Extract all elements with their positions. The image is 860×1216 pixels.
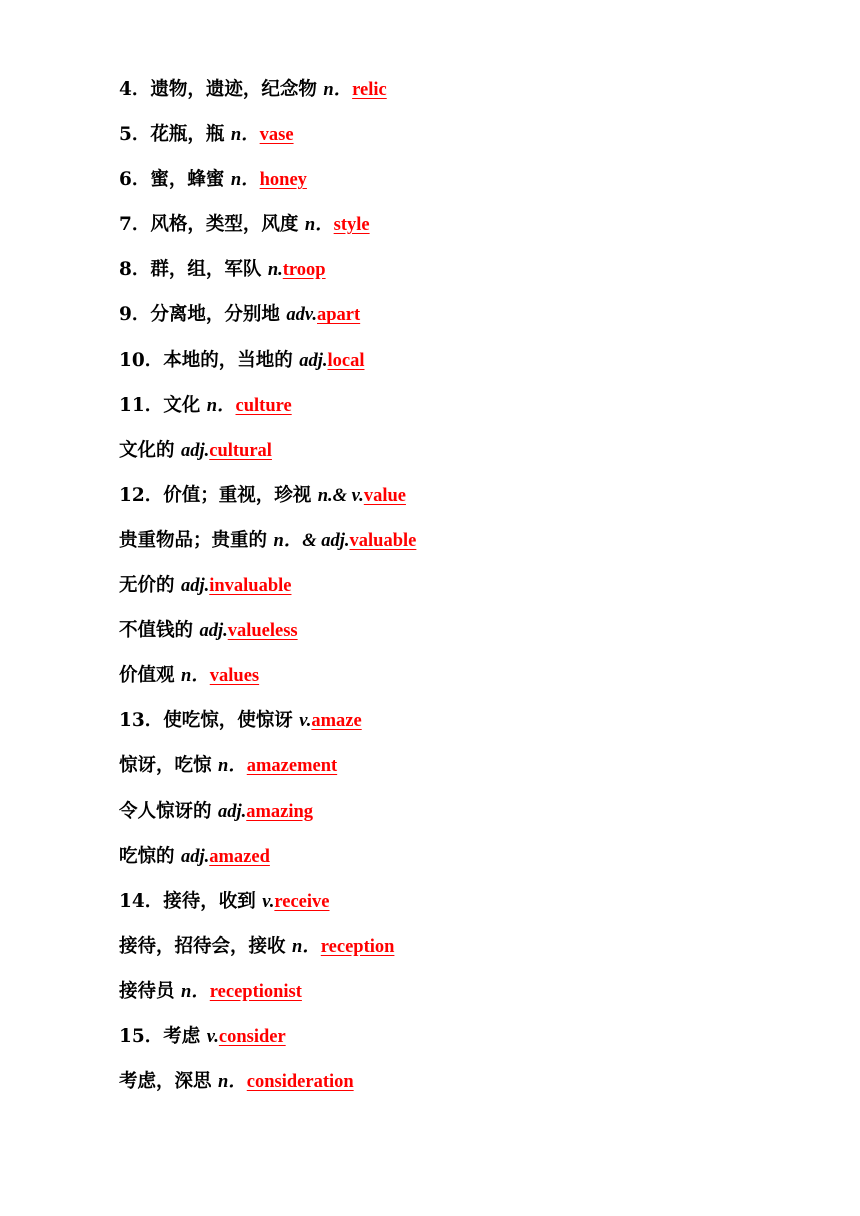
part-of-speech: n． [217,756,247,777]
entry-meaning: 风格，类型，风度 [150,214,299,236]
answer-word: troop [282,260,326,281]
entry-meaning: 惊讶，吃惊 [119,755,212,777]
part-of-speech: n． [217,1072,247,1093]
entry-meaning: 价值观 [119,665,175,687]
part-of-speech: adj. [180,576,210,597]
part-of-speech: adj. [199,621,228,642]
part-of-speech: n. [267,260,283,281]
entry-number: 9． [119,304,151,326]
answer-word: value [363,485,406,506]
answer-word: consideration [246,1072,354,1093]
part-of-speech: n．& adj. [273,530,350,551]
entry-number: 13． [119,710,164,732]
part-of-speech: adv. [286,305,317,326]
entry-number: 10． [119,349,164,371]
entry-meaning: 不值钱的 [119,620,194,642]
entry-meaning: 文化的 [119,439,175,461]
entry-row [119,118,819,163]
entry-row [119,208,819,253]
entry-meaning: 接待，招待会，接收 [119,935,286,957]
entry-meaning: 花瓶，瓶 [150,124,225,146]
answer-word: values [209,666,260,687]
entry-meaning: 分离地，分别地 [150,304,280,326]
part-of-speech: adj. [180,440,210,461]
entry-row [119,930,819,975]
entry-meaning: 使吃惊，使惊讶 [163,710,293,732]
answer-word: amaze [311,711,362,732]
part-of-speech: adj. [299,350,328,371]
part-of-speech: n． [230,125,260,146]
answer-word: amazed [209,846,270,867]
answer-word: valueless [227,621,298,642]
entry-number: 15． [119,1025,164,1047]
entry-row [119,704,819,749]
entry-meaning: 价值；重视，珍视 [163,484,312,506]
entry-row [119,975,819,1020]
answer-word: reception [320,936,395,957]
answer-word: consider [218,1026,286,1047]
entry-number: 6． [119,169,151,191]
entry-meaning: 考虑 [163,1025,201,1047]
part-of-speech: n． [304,215,334,236]
answer-word: amazement [246,756,338,777]
entry-row [119,749,819,794]
entry-meaning: 吃惊的 [119,845,175,867]
answer-word: culture [235,395,292,416]
part-of-speech: adj. [180,846,210,867]
entry-row [119,659,819,704]
entry-meaning: 无价的 [119,575,175,597]
entry-row [119,253,819,298]
entry-number: 7． [119,214,151,236]
entry-row [119,840,819,885]
entry-row [119,344,819,389]
part-of-speech: n． [180,666,210,687]
entry-meaning: 文化 [163,394,201,416]
entry-meaning: 令人惊讶的 [119,800,212,822]
entry-row [119,795,819,840]
answer-word: relic [352,80,387,100]
entry-row [119,885,819,930]
entry-row [119,524,819,569]
answer-word: apart [317,305,361,326]
entry-meaning: 考虑，深思 [119,1071,212,1093]
answer-word: amazing [246,801,314,822]
entry-number: 5． [119,124,151,146]
vocabulary-list [119,73,819,1110]
answer-word: receptionist [209,981,302,1002]
entry-number: 4． [119,79,151,100]
entry-meaning: 蜜，蜂蜜 [150,169,225,191]
answer-word: local [327,350,365,371]
part-of-speech: v. [262,891,275,912]
answer-word: valuable [349,530,417,551]
part-of-speech: n.& v. [317,485,364,506]
entry-row [119,434,819,479]
entry-row [119,569,819,614]
answer-word: honey [259,170,307,191]
entry-number: 11． [119,394,164,416]
entry-row [119,614,819,659]
part-of-speech: n． [206,395,236,416]
answer-word: vase [259,125,294,146]
entry-meaning: 群，组，军队 [150,259,262,281]
entry-row [119,479,819,524]
entry-meaning: 遗物，遗迹，纪念物 [150,79,317,100]
part-of-speech: n． [230,170,260,191]
part-of-speech: v. [206,1026,219,1047]
entry-meaning: 接待，收到 [163,890,256,912]
part-of-speech: n． [291,936,321,957]
answer-word: invaluable [209,576,292,597]
answer-word: receive [274,891,330,912]
entry-row [119,73,819,118]
part-of-speech: adj. [217,801,247,822]
entry-row [119,163,819,208]
entry-meaning: 贵重物品；贵重的 [119,529,268,551]
answer-word: style [333,215,370,236]
entry-row [119,298,819,343]
answer-word: cultural [209,440,272,461]
part-of-speech: n． [180,981,210,1002]
part-of-speech: v. [299,711,312,732]
entry-number: 8． [119,259,151,281]
entry-row [119,1020,819,1065]
entry-meaning: 接待员 [119,980,175,1002]
entry-number: 14． [119,890,164,912]
entry-number: 12． [119,484,164,506]
entry-meaning: 本地的，当地的 [163,349,293,371]
part-of-speech: n． [323,80,353,100]
entry-row [119,1065,819,1110]
entry-row [119,389,819,434]
